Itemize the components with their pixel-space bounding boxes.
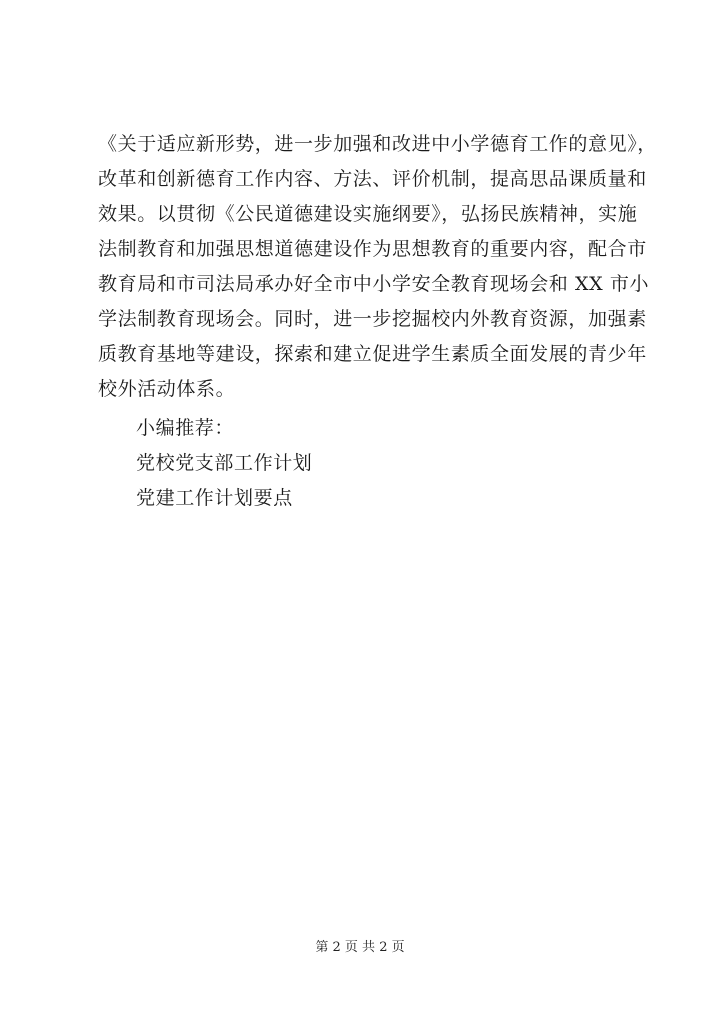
paragraph-line: 《关于适应新形势，进一步加强和改进中小学德育工作的意见》， <box>98 133 657 155</box>
document-body <box>98 127 657 516</box>
paragraph-line: 效果。以贯彻《公民道德建设实施纲要》，弘扬民族精神，实施 <box>98 203 638 225</box>
paragraph-line: 法制教育和加强思想道德建设作为思想教育的重要内容，配合市 <box>98 238 647 260</box>
page-number-footer: 第 2 页 共 2 页 <box>315 940 405 955</box>
paragraph-line: 校外活动体系。 <box>98 378 236 400</box>
paragraph-line: 改革和创新德育工作内容、方法、评价机制，提高思品课质量和 <box>98 168 647 190</box>
recommend-link-party-building-plan[interactable]: 党建工作计划要点 <box>136 487 293 509</box>
paragraph-line: 教育局和市司法局承办好全市中小学安全教育现场会和 XX 市小 <box>98 273 650 295</box>
paragraph-line: 学法制教育现场会。同时，进一步挖掘校内外教育资源，加强素 <box>98 308 647 330</box>
recommend-heading: 小编推荐： <box>136 417 235 439</box>
paragraph-line: 质教育基地等建设，探索和建立促进学生素质全面发展的青少年 <box>98 343 647 365</box>
recommend-link-party-school-plan[interactable]: 党校党支部工作计划 <box>136 452 313 474</box>
